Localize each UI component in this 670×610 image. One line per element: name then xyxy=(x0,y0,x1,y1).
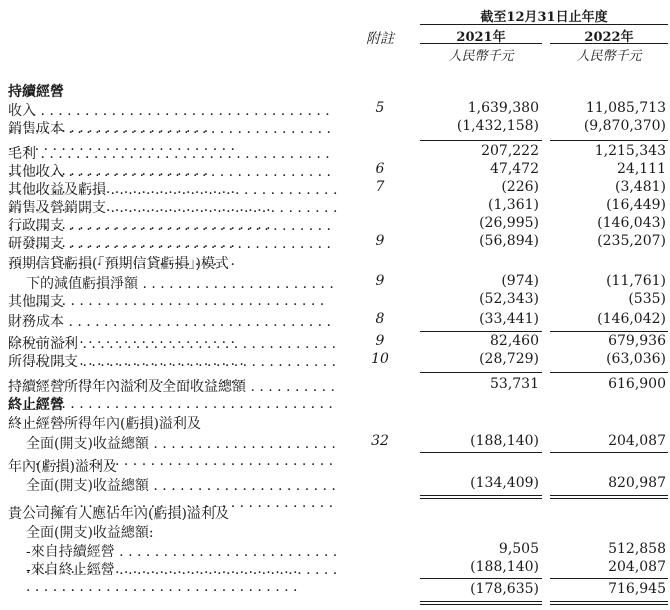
row-other-income xyxy=(0,161,670,179)
row-label: 其他收入 . . . xyxy=(8,161,338,197)
value-2022: (235,207) xyxy=(597,233,666,249)
value-2022: (146,043) xyxy=(597,215,666,231)
header-unit-2021: 人民幣千元 xyxy=(448,49,514,64)
value-2021: 207,222 xyxy=(481,143,539,159)
row-label: 年內(虧損)溢利及 xyxy=(8,459,117,475)
subtotal-rule-2022 xyxy=(550,452,668,453)
value-2021: (52,343) xyxy=(479,291,539,307)
row-label: 預期信貸虧損(「預期信貸虧損」)模式 xyxy=(8,256,229,272)
subtotal-rule-2021 xyxy=(420,372,542,373)
value-2021: 82,460 xyxy=(490,333,539,349)
value-2021: 1,639,380 xyxy=(467,100,539,116)
header-year-2021: 2021年 xyxy=(456,30,506,45)
row-label: 研發開支 . . . xyxy=(8,233,338,269)
value-2021: (188,140) xyxy=(470,433,539,449)
row-administrative xyxy=(0,215,670,233)
row-note: 32 xyxy=(371,433,389,449)
row-finance-costs xyxy=(0,311,670,329)
double-rule-2022 xyxy=(550,604,668,605)
value-2022: 1,215,343 xyxy=(594,143,666,159)
row-note: 8 xyxy=(375,311,385,327)
row-label: -來自持續經營 . . . xyxy=(26,541,338,577)
value-2022: (3,481) xyxy=(614,179,666,195)
row-label: 全面(開支)收益總額 . . . xyxy=(26,433,338,469)
row-label: 收入 . . . xyxy=(8,100,338,136)
row-label: 貴公司擁有人應佔年內(虧損)溢利及 xyxy=(8,506,229,522)
double-rule-2022 xyxy=(550,601,668,602)
row-label: 全面(開支)收益總額 . . . xyxy=(26,475,338,511)
row-label: 下的減值虧損淨額 . . . xyxy=(26,273,338,309)
row-attributable-total xyxy=(0,581,670,599)
value-2021: 47,472 xyxy=(490,161,539,177)
double-rule-2021 xyxy=(420,498,542,499)
double-rule-2021 xyxy=(420,604,542,605)
row-label: 其他收益及虧損 . . . xyxy=(8,179,338,215)
row-label: 銷售成本 . . . xyxy=(8,118,338,154)
subtotal-rule-2022 xyxy=(550,331,668,332)
header-year-2022: 2022年 xyxy=(584,30,634,45)
row-label: 毛利 . . . xyxy=(8,143,338,179)
row-from-continuing xyxy=(0,541,670,559)
value-2021: 9,505 xyxy=(498,541,539,557)
row-label: 除稅前溢利 . . . xyxy=(8,333,338,369)
double-rule-2021 xyxy=(420,495,542,496)
subtotal-rule-2022 xyxy=(550,140,668,141)
value-2022: 11,085,713 xyxy=(585,100,666,116)
row-attributable-heading xyxy=(0,503,670,521)
value-2021: (1,432,158) xyxy=(456,118,539,134)
subtotal-rule-2022 xyxy=(550,372,668,373)
header-period: 截至12月31日止年度 xyxy=(480,10,608,25)
value-2021: (188,140) xyxy=(470,559,539,575)
section-continuing-heading xyxy=(0,81,670,99)
row-note: 9 xyxy=(375,273,385,289)
row-year-total xyxy=(0,475,670,493)
row-gross-profit xyxy=(0,143,670,161)
row-label: 終止經營所得年內(虧損)溢利及 xyxy=(8,416,201,432)
subtotal-rule-2021 xyxy=(420,331,542,332)
row-profit-before-tax xyxy=(0,333,670,351)
row-label: 全面(開支)收益總額: xyxy=(26,525,154,541)
row-note: 10 xyxy=(371,351,389,367)
double-rule-2022 xyxy=(550,495,668,496)
value-2022: 24,111 xyxy=(617,161,666,177)
row-label: 銷售及營銷開支 . . . xyxy=(8,197,338,233)
value-2021: (56,894) xyxy=(479,233,539,249)
row-label: 行政開支 . . . xyxy=(8,215,338,251)
subtotal-rule-2022 xyxy=(550,578,668,579)
value-2021: (974) xyxy=(501,273,539,289)
row-note: 9 xyxy=(375,333,385,349)
row-cost-of-sales xyxy=(0,118,670,136)
row-note: 5 xyxy=(375,100,385,116)
row-discontinued-total xyxy=(0,433,670,451)
row-label: 所得稅開支 . . . xyxy=(8,351,338,387)
value-2021: (1,361) xyxy=(487,197,539,213)
value-2022: 616,900 xyxy=(608,376,666,392)
value-2021: (178,635) xyxy=(470,581,539,597)
double-rule-2022 xyxy=(550,498,668,499)
value-2021: (33,441) xyxy=(479,311,539,327)
row-other-expenses xyxy=(0,291,670,309)
value-2022: 204,087 xyxy=(608,433,666,449)
row-note: 6 xyxy=(375,161,385,177)
row-from-discontinued xyxy=(0,559,670,577)
row-revenue xyxy=(0,100,670,118)
value-2021: (28,729) xyxy=(479,351,539,367)
row-research-development xyxy=(0,233,670,251)
header-rule-top xyxy=(420,24,668,25)
row-continuing-profit xyxy=(0,376,670,394)
value-2022: 204,087 xyxy=(608,559,666,575)
value-2022: (146,042) xyxy=(597,311,666,327)
row-attributable-subheading xyxy=(0,522,670,540)
value-2022: (535) xyxy=(628,291,666,307)
row-income-tax xyxy=(0,351,670,369)
row-other-gains-losses xyxy=(0,179,670,197)
header-rule-2022 xyxy=(550,43,668,44)
value-2022: (11,761) xyxy=(606,273,666,289)
value-2022: 716,945 xyxy=(608,581,666,597)
subtotal-rule-2021 xyxy=(420,140,542,141)
row-label: 終止經營 xyxy=(8,397,64,413)
header-rule-2021 xyxy=(420,43,542,44)
double-rule-2021 xyxy=(420,601,542,602)
row-ecl-heading xyxy=(0,253,670,271)
subtotal-rule-2021 xyxy=(420,578,542,579)
row-note: 9 xyxy=(375,233,385,249)
value-2022: (16,449) xyxy=(606,197,666,213)
value-2022: 820,987 xyxy=(608,475,666,491)
value-2022: (9,870,370) xyxy=(583,118,666,134)
row-discontinued-heading xyxy=(0,413,670,431)
value-2021: 53,731 xyxy=(490,376,539,392)
row-ecl-impairment xyxy=(0,273,670,291)
value-2022: 512,858 xyxy=(608,541,666,557)
row-label: -來自終止經營 . . . xyxy=(26,559,338,595)
header-unit-2022: 人民幣千元 xyxy=(576,49,642,64)
row-label: 持續經營 xyxy=(8,84,64,100)
header-note-label: 附註 xyxy=(366,31,394,47)
value-2021: (226) xyxy=(501,179,539,195)
section-discontinued-heading xyxy=(0,394,670,412)
row-note: 7 xyxy=(375,179,385,195)
row-label: 其他開支 xyxy=(8,294,64,310)
subtotal-rule-2021 xyxy=(420,452,542,453)
row-year-total-heading xyxy=(0,456,670,474)
row-selling-marketing xyxy=(0,197,670,215)
value-2021: (134,409) xyxy=(470,475,539,491)
row-label: 財務成本 . . . xyxy=(8,311,338,347)
row-label: 持續經營所得年內溢利及全面收益總額 . . . xyxy=(8,376,338,428)
value-2022: (63,036) xyxy=(606,351,666,367)
value-2021: (26,995) xyxy=(479,215,539,231)
value-2022: 679,936 xyxy=(608,333,666,349)
